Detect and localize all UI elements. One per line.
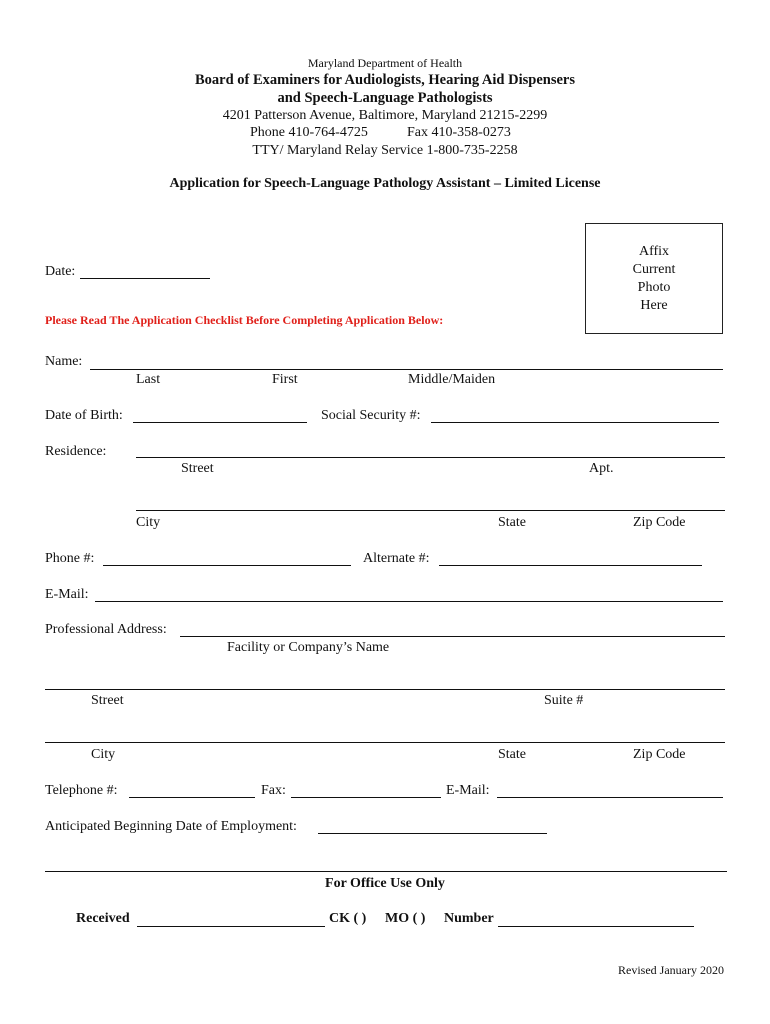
board-address: 4201 Patterson Avenue, Baltimore, Maryland 21215-2299 xyxy=(222,108,548,123)
employment-date-label: Anticipated Beginning Date of Employment: xyxy=(45,819,297,834)
name-first-caption: First xyxy=(272,372,298,387)
ck-label: CK ( ) xyxy=(329,911,367,926)
form-title: Application for Speech-Language Pathology Assistant – Limited License xyxy=(169,176,601,191)
board-name-line2: and Speech-Language Pathologists xyxy=(277,90,493,106)
residence-label: Residence: xyxy=(45,444,107,459)
email-field[interactable] xyxy=(95,601,723,602)
professional-zip-caption: Zip Code xyxy=(633,747,686,762)
phone-label: Phone #: xyxy=(45,551,95,566)
fax-label: Fax: xyxy=(261,783,286,798)
phone-field[interactable] xyxy=(103,565,351,566)
alternate-label: Alternate #: xyxy=(363,551,430,566)
received-label: Received xyxy=(76,911,130,926)
office-use-title: For Office Use Only xyxy=(325,876,445,891)
checklist-notice: Please Read The Application Checklist Before Completing Application Below: xyxy=(45,313,444,327)
residence-city-caption: City xyxy=(136,515,161,530)
date-label: Date: xyxy=(45,264,76,279)
board-name-line1: Board of Examiners for Audiologists, Hearing Aid Dispensers xyxy=(195,72,575,88)
number-label: Number xyxy=(444,911,494,926)
board-fax: Fax 410-358-0273 xyxy=(407,125,511,140)
professional-facility-caption: Facility or Company’s Name xyxy=(227,640,390,655)
received-field[interactable] xyxy=(137,926,325,927)
professional-facility-field[interactable] xyxy=(180,636,725,637)
office-divider xyxy=(45,871,727,872)
photo-box-line1: Affix xyxy=(638,243,670,259)
photo-box[interactable] xyxy=(585,223,723,334)
employment-date-field[interactable] xyxy=(318,833,547,834)
email2-field[interactable] xyxy=(497,797,723,798)
photo-box-line2: Current xyxy=(632,261,676,277)
ssn-label: Social Security #: xyxy=(321,408,421,423)
revised-date: Revised January 2020 xyxy=(618,963,724,977)
residence-state-caption: State xyxy=(498,515,526,530)
telephone-field[interactable] xyxy=(129,797,255,798)
professional-state-caption: State xyxy=(498,747,526,762)
professional-city-caption: City xyxy=(91,747,116,762)
number-field[interactable] xyxy=(498,926,694,927)
residence-zip-caption: Zip Code xyxy=(633,515,686,530)
professional-street-field[interactable] xyxy=(45,689,725,690)
residence-street-field[interactable] xyxy=(136,457,725,458)
photo-box-line4: Here xyxy=(640,297,668,313)
telephone-label: Telephone #: xyxy=(45,783,118,798)
date-field[interactable] xyxy=(80,278,210,279)
board-tty: TTY/ Maryland Relay Service 1-800-735-2258 xyxy=(252,143,518,158)
email2-label: E-Mail: xyxy=(446,783,490,798)
dob-label: Date of Birth: xyxy=(45,408,123,423)
professional-street-caption: Street xyxy=(91,693,124,708)
name-field[interactable] xyxy=(90,369,723,370)
fax-field[interactable] xyxy=(291,797,441,798)
name-middle-caption: Middle/Maiden xyxy=(408,372,496,387)
residence-apt-caption: Apt. xyxy=(589,461,614,476)
residence-city-field[interactable] xyxy=(136,510,725,511)
department-name: Maryland Department of Health xyxy=(307,56,463,70)
dob-field[interactable] xyxy=(133,422,307,423)
residence-street-caption: Street xyxy=(181,461,214,476)
name-last-caption: Last xyxy=(136,372,161,387)
email-label: E-Mail: xyxy=(45,587,89,602)
mo-label: MO ( ) xyxy=(385,911,426,926)
board-phone: Phone 410-764-4725 xyxy=(250,125,368,140)
professional-suite-caption: Suite # xyxy=(544,693,584,708)
name-label: Name: xyxy=(45,354,83,369)
ssn-field[interactable] xyxy=(431,422,719,423)
alternate-field[interactable] xyxy=(439,565,702,566)
professional-address-label: Professional Address: xyxy=(45,622,167,637)
photo-box-line3: Photo xyxy=(637,279,671,295)
professional-city-field[interactable] xyxy=(45,742,725,743)
